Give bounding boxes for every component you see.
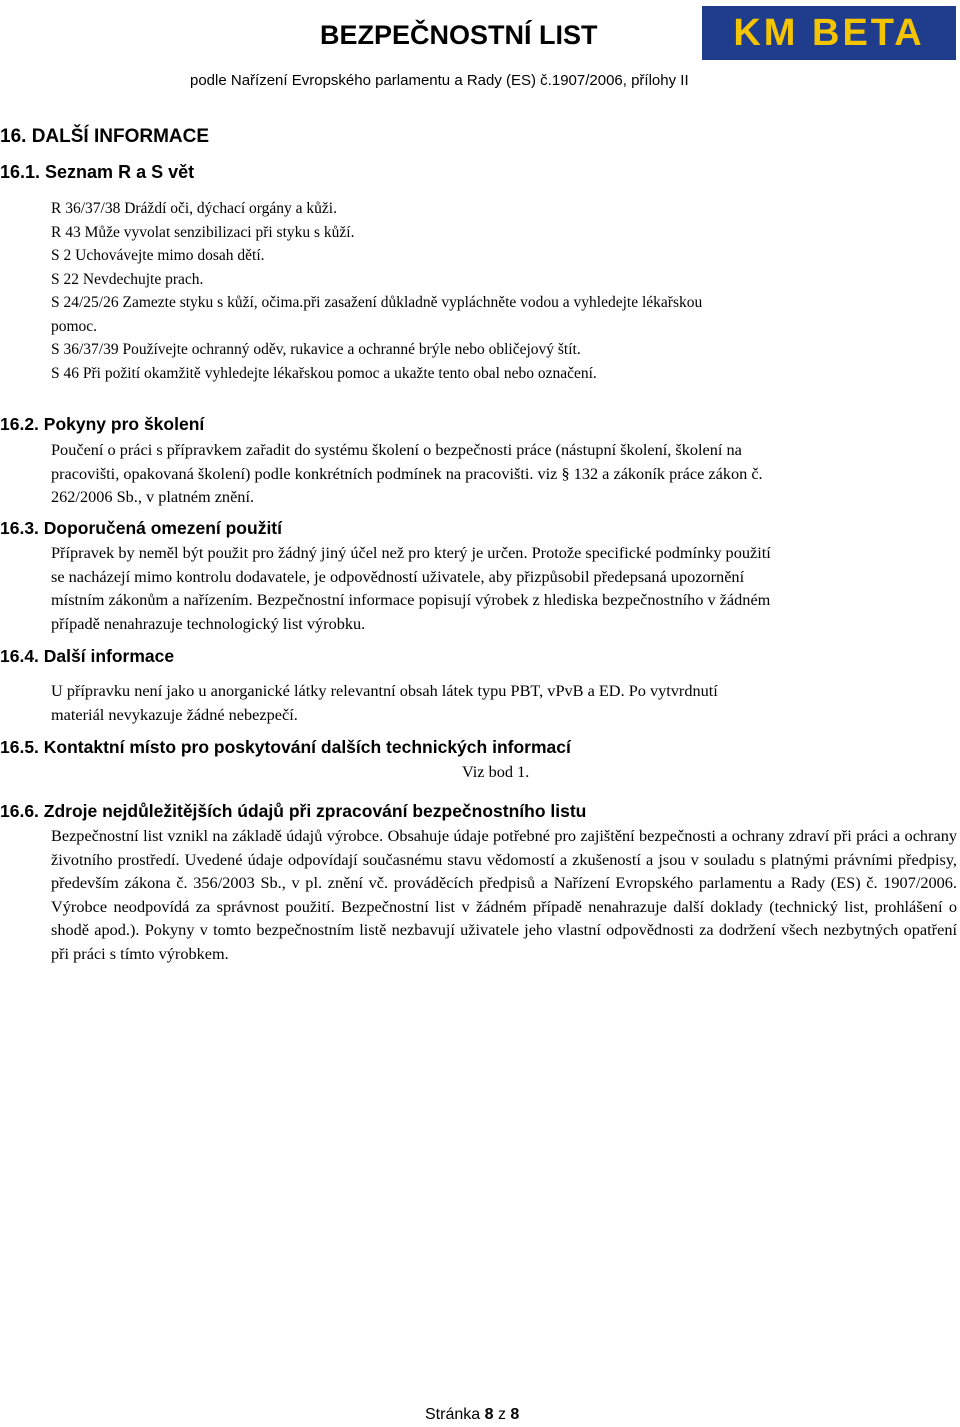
rs-line: R 36/37/38 Dráždí oči, dýchací orgány a kůži. [51, 200, 337, 217]
text-line: případě nenahrazuje technologický list výrobku. [51, 613, 366, 633]
text-line: Poučení o práci s přípravkem zařadit do systému školení o bezpečnosti práce (nástupní školení, školení na [51, 440, 742, 459]
text-line: pracovišti, opakovaná školení) podle konkrétních podmínek na pracovišti. viz § 132 a zákoník práce zákon č. [51, 463, 763, 483]
subsection-title-16-6: 16.6. Zdroje nejdůležitějších údajů při zpracování bezpečnostního listu [0, 801, 587, 821]
text-line: místním zákonům a nařízením. Bezpečnostní informace popisují výrobek z hlediska bezpečnostního v žádném [51, 590, 771, 609]
text-line: 262/2006 Sb., v platném znění. [51, 487, 255, 506]
subsection-title-16-3: 16.3. Doporučená omezení použití [0, 518, 282, 538]
total-pages: 8 [510, 1406, 520, 1423]
subsection-title-16-4: 16.4. Další informace [0, 646, 175, 666]
subsection-title-16-2: 16.2. Pokyny pro školení [0, 414, 205, 434]
rs-line: S 46 Při požití okamžitě vyhledejte lékařskou pomoc a ukažte tento obal nebo označení. [51, 364, 597, 382]
rs-line: S 2 Uchovávejte mimo dosah dětí. [51, 247, 265, 264]
text-line: se nacházejí mimo kontrolu dodavatele, je odpovědností uživatele, aby přizpůsobil předepsaná upozornění [51, 566, 745, 586]
rs-line: S 22 Nevdechujte prach. [51, 270, 204, 288]
usage-restrictions-text [51, 541, 771, 635]
rs-line: pomoc. [51, 317, 98, 335]
page-of: z [497, 1406, 506, 1423]
further-info-text [51, 679, 718, 726]
rs-line: S 36/37/39 Používejte ochranný oděv, rukavice a ochranné brýle nebo obličejový štít. [51, 341, 581, 358]
training-text [51, 438, 763, 509]
document-title: BEZPEČNOSTNÍ LIST [320, 20, 598, 50]
text-line: U přípravku není jako u anorganické látky relevantní obsah látek typu PBT, vPvB a ED. Po vytvrdnutí [51, 681, 718, 700]
text-line: Přípravek by neměl být použit pro žádný jiný účel než pro který je určen. Protože specifické podmínky použití [51, 543, 771, 562]
rs-list [51, 197, 702, 385]
logo-text: KM BETA [733, 11, 925, 54]
rs-line: R 43 Může vyvolat senzibilizaci při styku s kůží. [51, 223, 355, 241]
current-page: 8 [484, 1406, 494, 1423]
contact-reference: Viz bod 1. [462, 762, 530, 781]
document-subtitle: podle Nařízení Evropského parlamentu a Rady (ES) č.1907/2006, přílohy II [190, 72, 689, 89]
page-number [425, 1406, 519, 1424]
sources-text: Bezpečnostní list vznikl na základě údajů výrobce. Obsahuje údaje potřebné pro zajištění bezpečnosti a ochrany zdraví při práci a ochrany životního prostředí. Uvedené údaje odpovídají současnému stavu vědomostí a zkušeností a jsou v souladu s platnými právními předpisy, především zákona č. 356/2003 Sb., v pl. znění vč. prováděcích předpisů a Nařízení Evropského parlamentu a Rady (ES) č. 1907/2006. Výrobce neodpovídá za správnost použití. Bezpečnostní list v žádném případě nenahrazuje další doklady (technický list, prohlášení o shodě apod.). Pokyny v tomto bezpečnostním listě nezbavují uživatele jeho vlastní odpovědnosti za dodržení všech nezbytných opatření při práci s tímto výrobkem. [51, 826, 957, 963]
section-title: 16. DALŠÍ INFORMACE [0, 126, 210, 147]
rs-line: S 24/25/26 Zamezte styku s kůží, očima.při zasažení důkladně vypláchněte vodou a vyhledejte lékařskou [51, 294, 703, 311]
subsection-title-16-1: 16.1. Seznam R a S vět [0, 162, 195, 182]
text-line: materiál nevykazuje žádné nebezpečí. [51, 704, 298, 724]
company-logo [702, 6, 956, 60]
subsection-title-16-5: 16.5. Kontaktní místo pro poskytování dalších technických informací [0, 737, 571, 757]
page-label: Stránka [425, 1406, 481, 1423]
